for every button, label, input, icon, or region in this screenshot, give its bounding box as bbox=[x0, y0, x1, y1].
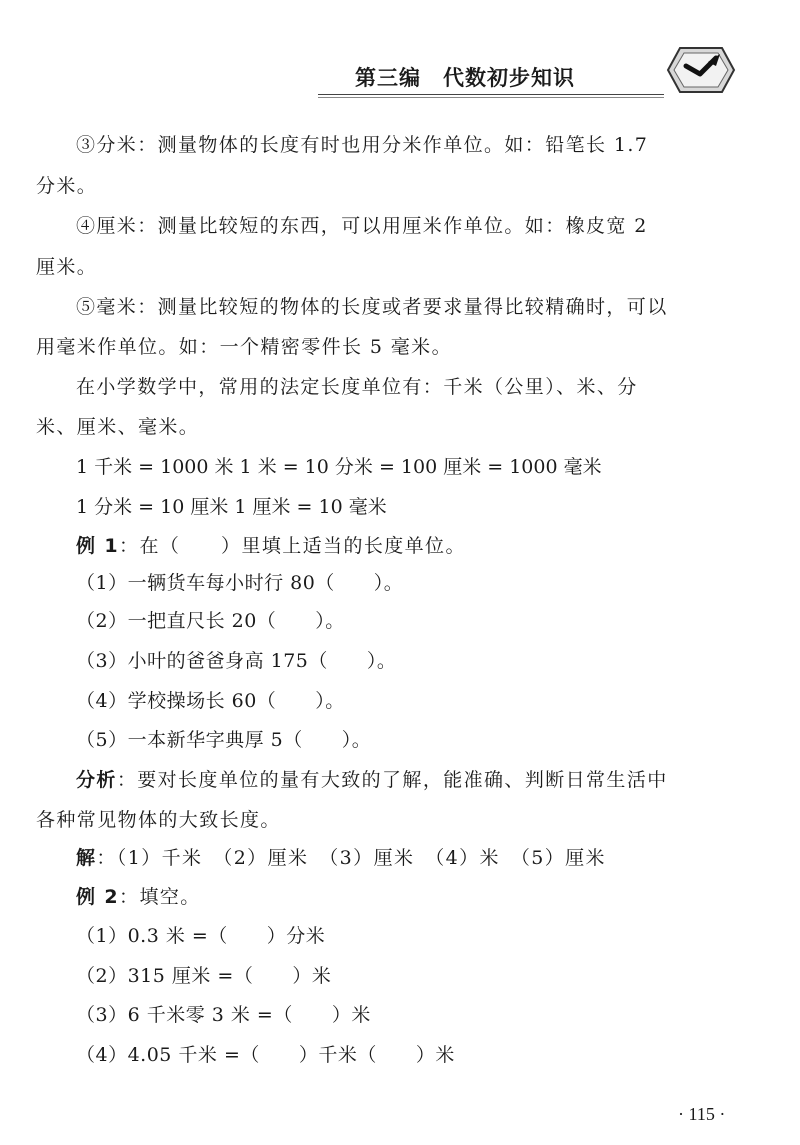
solution-line bbox=[76, 846, 606, 870]
text-line: ③分米：测量物体的长度有时也用分米作单位。如：铅笔长 1.7 bbox=[76, 134, 649, 156]
example-2-item: （4）4.05 千米 =（ ）千米（ ）米 bbox=[76, 1044, 455, 1066]
conversion-line: 1 千米 = 1000 米 1 米 = 10 分米 = 100 厘米 = 1000 毫米 bbox=[76, 456, 602, 478]
example-1-item: （2）一把直尺长 20（ ）。 bbox=[76, 610, 345, 632]
text-line: ⑤毫米：测量比较短的物体的长度或者要求量得比较精确时，可以 bbox=[76, 296, 668, 318]
example-1-prompt: ：在（ ）里填上适当的长度单位。 bbox=[119, 535, 466, 557]
example-2-heading bbox=[76, 885, 201, 909]
analysis-line bbox=[76, 768, 668, 792]
example-2-item: （2）315 厘米 =（ ）米 bbox=[76, 965, 332, 987]
text-line: 在小学数学中，常用的法定长度单位有：千米（公里）、米、分 bbox=[76, 376, 638, 398]
example-1-item: （3）小叶的爸爸身高 175（ ）。 bbox=[76, 650, 397, 672]
example-1-item: （1）一辆货车每小时行 80（ ）。 bbox=[76, 572, 404, 594]
header-rule-secondary bbox=[318, 97, 664, 98]
example-1-item: （4）学校操场长 60（ ）。 bbox=[76, 690, 345, 712]
analysis-continuation: 各种常见物体的大致长度。 bbox=[36, 809, 281, 831]
text-line: 厘米。 bbox=[36, 256, 98, 278]
example-2-prompt: ：填空。 bbox=[119, 886, 201, 908]
header-rule bbox=[318, 94, 664, 95]
example-2-item: （3）6 千米零 3 米 =（ ）米 bbox=[76, 1004, 371, 1026]
text-line: ④厘米：测量比较短的东西，可以用厘米作单位。如：橡皮宽 2 bbox=[76, 215, 648, 237]
text-line: 分米。 bbox=[36, 175, 98, 197]
text-line: 米、厘米、毫米。 bbox=[36, 416, 200, 438]
example-1-item: （5）一本新华字典厚 5（ ）。 bbox=[76, 729, 372, 751]
page-number: · 115 · bbox=[678, 1104, 726, 1124]
chapter-header: 第三编 代数初步知识 bbox=[355, 66, 575, 90]
text-line: 用毫米作单位。如：一个精密零件长 5 毫米。 bbox=[36, 336, 452, 358]
example-2-label: 例 2 bbox=[76, 886, 120, 908]
example-2-item: （1）0.3 米 =（ ）分米 bbox=[76, 925, 326, 947]
example-1-label: 例 1 bbox=[76, 535, 120, 557]
solution-label: 解 bbox=[76, 847, 97, 869]
analysis-text: ：要对长度单位的量有大致的了解，能准确、判断日常生活中 bbox=[116, 769, 668, 791]
analysis-label: 分析 bbox=[76, 769, 117, 791]
conversion-line: 1 分米 = 10 厘米 1 厘米 = 10 毫米 bbox=[76, 496, 387, 518]
hexagon-logo-icon bbox=[666, 44, 736, 96]
solution-text: ：（1）千米 （2）厘米 （3）厘米 （4）米 （5）厘米 bbox=[96, 847, 606, 869]
example-1-heading bbox=[76, 534, 466, 558]
